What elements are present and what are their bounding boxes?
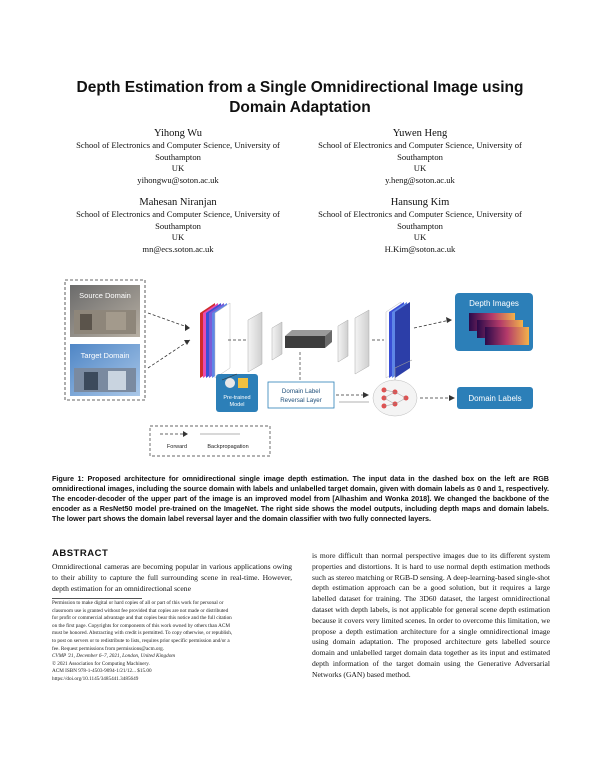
arrow-head [446, 317, 452, 323]
legend-backprop-label: Backpropagation [207, 444, 249, 450]
author-affiliation: Southampton [397, 151, 443, 162]
encoder-layers [200, 303, 230, 378]
caption-label: Figure 1: [52, 474, 84, 483]
caption-text: Proposed architecture for omnidirectional single image depth estimation. The input data in the dashed box on the left are RGB omnidirectional images, including the source domain with labels and unlabelled target domain, given with domain labels as 0 and 1, respectively. The encoder-decoder of the upper part of the image is an improved model from [Alhashim and Wonka 2018]. We changed the backbone of the encoder as a ResNet50 model pre-trained on the ImageNet. The right side shows the model outputs, including depth maps and domain labels. The lower part shows the domain label reversal layer and the domain classifier with two fully connected layers. [52, 474, 549, 523]
architecture-figure [50, 268, 550, 468]
permission-notice: Permission to make digital or hard copies of all or part of this work for personal or classroom use is granted without fee provided that copies are not made or distributed for profit or commercial advantage and that copies bear this notice and the full citation on the first page. Copyrights for components of this work owned by others than ACM must be honored. Abstracting with credit is permitted. To copy otherwise, or republish, to post on servers or to redistribute to lists, requires prior specific permission and/or a fee. Request permissions from permissions@acm.org. CVMP '21, December 6–7, 2021, London, United Kingdom © 2021 Association for Computing Machinery. ACM ISBN 978-1-4503-9094-1/21/12... $15.00 https://doi.org/10.1145/3485441.3485649 [52, 600, 233, 682]
author-email: yihongwu@soton.ac.uk [137, 174, 219, 185]
author-country: UK [413, 232, 427, 243]
legend-box [150, 426, 270, 456]
bottleneck-block [285, 330, 332, 348]
author-affiliation: Southampton [155, 220, 201, 231]
footnote-rule [52, 598, 142, 599]
pretrained-model-label: Model [229, 402, 245, 408]
depth-images-label: Depth Images [469, 299, 519, 308]
author-block [300, 196, 540, 255]
arrow-head [185, 324, 190, 331]
author-name: Mahesan Niranjan [139, 197, 217, 208]
arrow-head [184, 340, 190, 345]
abstract-text-left: Omnidirectional cameras are becoming popular in various applications owing to their ability to capture the full surrounding scene in real-time. However, depth estimation for an omnidirectional scene [52, 562, 292, 593]
author-affiliation: Southampton [155, 151, 201, 162]
paper-title: Depth Estimation from a Single Omnidirectional Image using Domain Adaptation [76, 79, 524, 116]
author-name: Yihong Wu [153, 128, 203, 139]
abstract-text-right: is more difficult than normal perspective images due to its different system properties and distortions. It is hard to use normal depth estimation methods such as stereo matching or RGB-D sensing. A deep-learning-based single-shot depth estimation approach can be a good solution, but it requires a large labelled dataset for training. The 3D60 dataset, the largest omnidirectional dataset with depth labels, is not applicable for general scene depth estimation because it covers very limited scenes. In order to overcome this limitation, we propose a depth estimation architecture for a single omnidirectional image using domain adaptation. The proposed architecture gets labelled source domain and unlabelled target domain data together as its input and estimated depth information of the target domain using the Generative Adversarial Networks (GAN) based method. [312, 551, 550, 679]
target-domain-label: Target Domain [80, 351, 130, 360]
arrow-head [183, 431, 188, 437]
domain-classifier [373, 380, 417, 416]
reversal-layer-box [268, 382, 334, 408]
arrow-head [363, 392, 369, 398]
domain-labels-label: Domain Labels [468, 394, 522, 403]
decoder-blocks [338, 310, 369, 374]
legend-forward-label: Forward [166, 444, 188, 450]
author-affiliation: School of Electronics and Computer Science, University of [318, 209, 522, 219]
figure-caption [52, 474, 549, 524]
reversal-layer-label: Domain Label [281, 388, 321, 395]
author-email: H.Kim@soton.ac.uk [384, 243, 456, 254]
author-affiliation: School of Electronics and Computer Science, University of [318, 140, 522, 150]
author-block [58, 196, 298, 255]
author-country: UK [171, 163, 185, 174]
author-name: Yuwen Heng [392, 128, 448, 139]
reversal-layer-label: Reversal Layer [280, 397, 322, 404]
forward-arrow [148, 340, 190, 368]
author-block [300, 127, 540, 186]
author-affiliation: Southampton [397, 220, 443, 231]
author-country: UK [413, 163, 427, 174]
source-domain-label: Source Domain [79, 291, 131, 300]
abstract-heading: ABSTRACT [52, 548, 109, 559]
forward-arrow [148, 313, 190, 328]
author-email: y.heng@soton.ac.uk [385, 174, 455, 185]
encoder-blocks [248, 312, 282, 372]
author-affiliation: School of Electronics and Computer Science, University of [76, 140, 280, 150]
forward-arrow [414, 320, 450, 328]
author-email: mn@ecs.soton.ac.uk [142, 243, 214, 254]
arrow-head [449, 395, 455, 401]
author-name: Hansung Kim [390, 197, 450, 208]
author-block [58, 127, 298, 186]
author-country: UK [171, 232, 185, 243]
pretrained-model-label: Pre-trained [223, 395, 251, 401]
author-affiliation: School of Electronics and Computer Science, University of [76, 209, 280, 219]
